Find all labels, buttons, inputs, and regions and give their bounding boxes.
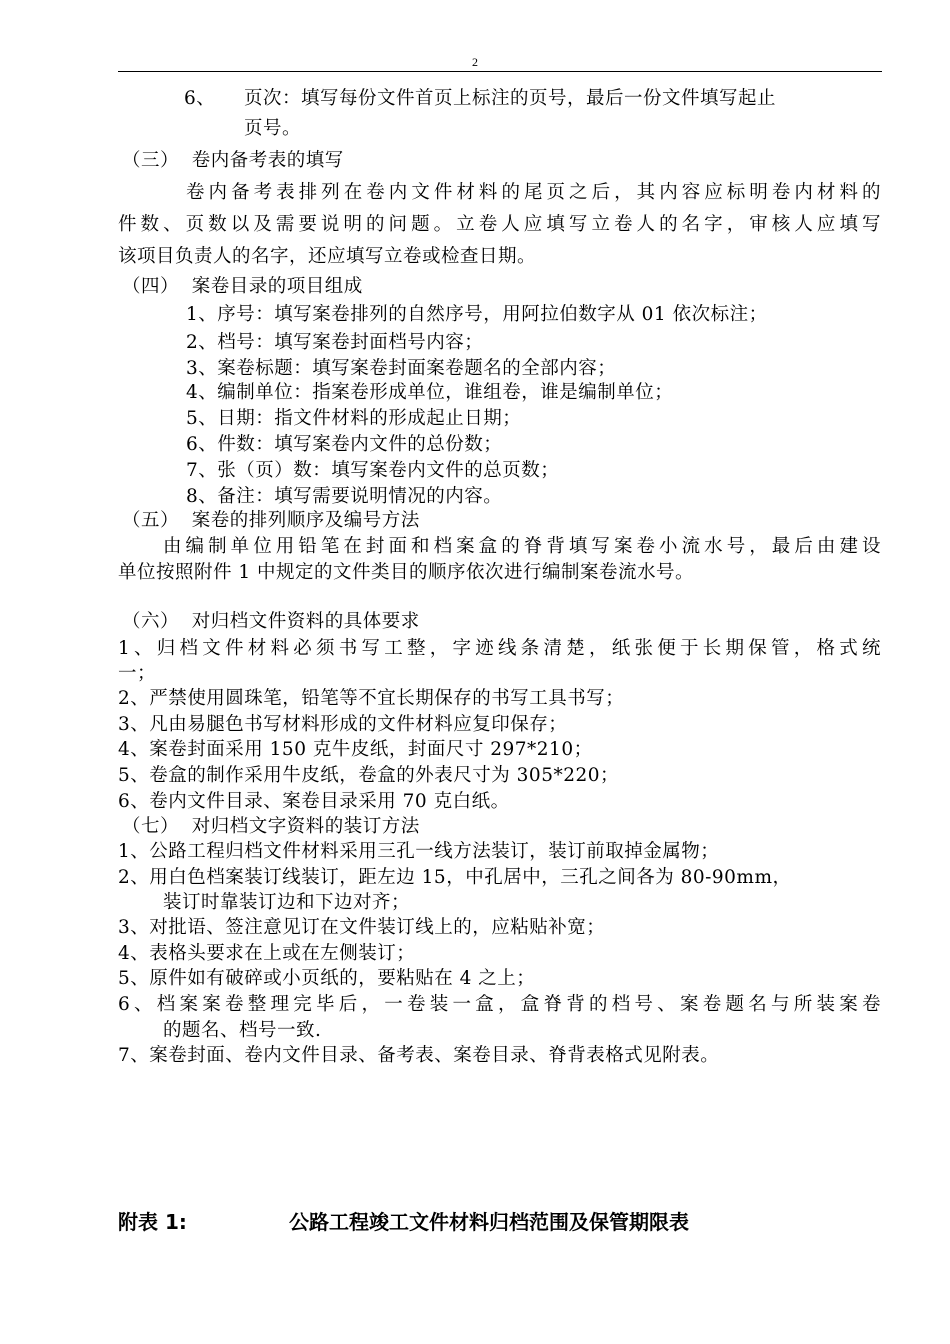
section-7-item2-line1: 2、用白色档案装订线装订，距左边 15，中孔居中，三孔之间各为 80-90mm， (118, 867, 792, 888)
item6-continuation: 页号。 (244, 118, 302, 139)
appendix-label: 附表 1: (118, 1210, 187, 1234)
section-5-para-line1: 由编制单位用铅笔在封面和档案盒的脊背填写案卷小流水号，最后由建设 (163, 536, 881, 557)
section-6-item: 4、案卷封面采用 150 克牛皮纸，封面尺寸 297*210； (118, 739, 593, 760)
section-4-item: 1、序号：填写案卷排列的自然序号，用阿拉伯数字从 01 依次标注； (186, 304, 768, 325)
section-7-heading: （七） 对归档文字资料的装订方法 (122, 816, 420, 837)
section-7-item3: 3、对批语、签注意见订在文件装订线上的，应粘贴补宽； (118, 917, 606, 938)
section-4-item: 7、张（页）数：填写案卷内文件的总页数； (186, 460, 560, 481)
section-6-item: 3、凡由易腿色书写材料形成的文件材料应复印保存； (118, 714, 568, 735)
appendix-title: 公路工程竣工文件材料归档范围及保管期限表 (289, 1210, 689, 1234)
section-7-item4: 4、表格头要求在上或在左侧装订； (118, 943, 416, 964)
section-5-para-line2: 单位按照附件 1 中规定的文件类目的顺序依次进行编制案卷流水号。 (118, 562, 695, 583)
section-7-item5: 5、原件如有破碎或小页纸的，要粘贴在 4 之上； (118, 968, 536, 989)
section-4-item: 5、日期：指文件材料的形成起止日期； (186, 408, 522, 429)
section-7-item1: 1、公路工程归档文件材料采用三孔一线方法装订，装订前取掉金属物； (118, 841, 720, 862)
section-4-item: 2、档号：填写案卷封面档号内容； (186, 332, 484, 353)
section-3-para-line1: 卷内备考表排列在卷内文件材料的尾页之后，其内容应标明卷内材料的 (186, 182, 881, 203)
section-6-item: 2、严禁使用圆珠笔，铅笔等不宜长期保存的书写工具书写； (118, 688, 625, 709)
section-4-heading: （四） 案卷目录的项目组成 (122, 276, 363, 297)
section-4-item: 8、备注：填写需要说明情况的内容。 (186, 486, 503, 507)
section-4-item: 3、案卷标题：填写案卷封面案卷题名的全部内容； (186, 358, 617, 379)
section-7-item7: 7、案卷封面、卷内文件目录、备考表、案卷目录、脊背表格式见附表。 (118, 1045, 720, 1066)
section-3-para-line2: 件数、页数以及需要说明的问题。立卷人应填写立卷人的名字，审核人应填写 (118, 214, 881, 235)
section-3-para-line3: 该项目负责人的名字，还应填写立卷或检查日期。 (118, 246, 537, 267)
section-3-heading: （三） 卷内备考表的填写 (122, 150, 344, 171)
section-6-item1-line2: 一； (118, 663, 157, 684)
section-5-heading: （五） 案卷的排列顺序及编号方法 (122, 510, 420, 531)
page-number: 2 (472, 55, 478, 69)
section-6-heading: （六） 对归档文件资料的具体要求 (122, 611, 420, 632)
item6-text: 页次：填写每份文件首页上标注的页号，最后一份文件填写起止 (244, 88, 777, 109)
header-rule (118, 71, 882, 72)
item6-number: 6、 (184, 88, 216, 109)
section-4-item: 6、件数：填写案卷内文件的总份数； (186, 434, 503, 455)
section-6-item1-line1: 1、归档文件材料必须书写工整，字迹线条清楚，纸张便于长期保管，格式统 (118, 638, 881, 659)
section-6-item: 6、卷内文件目录、案卷目录采用 70 克白纸。 (118, 791, 510, 812)
section-7-item2-line2: 装订时靠装订边和下边对齐； (163, 892, 411, 913)
section-6-item: 5、卷盒的制作采用牛皮纸，卷盒的外表尺寸为 305*220； (118, 765, 620, 786)
section-7-item6-line1: 6、档案案卷整理完毕后，一卷装一盒，盒脊背的档号、案卷题名与所装案卷 (118, 994, 881, 1015)
section-4-item: 4、编制单位：指案卷形成单位，谁组卷，谁是编制单位； (186, 382, 674, 403)
section-7-item6-line2: 的题名、档号一致. (163, 1020, 322, 1041)
